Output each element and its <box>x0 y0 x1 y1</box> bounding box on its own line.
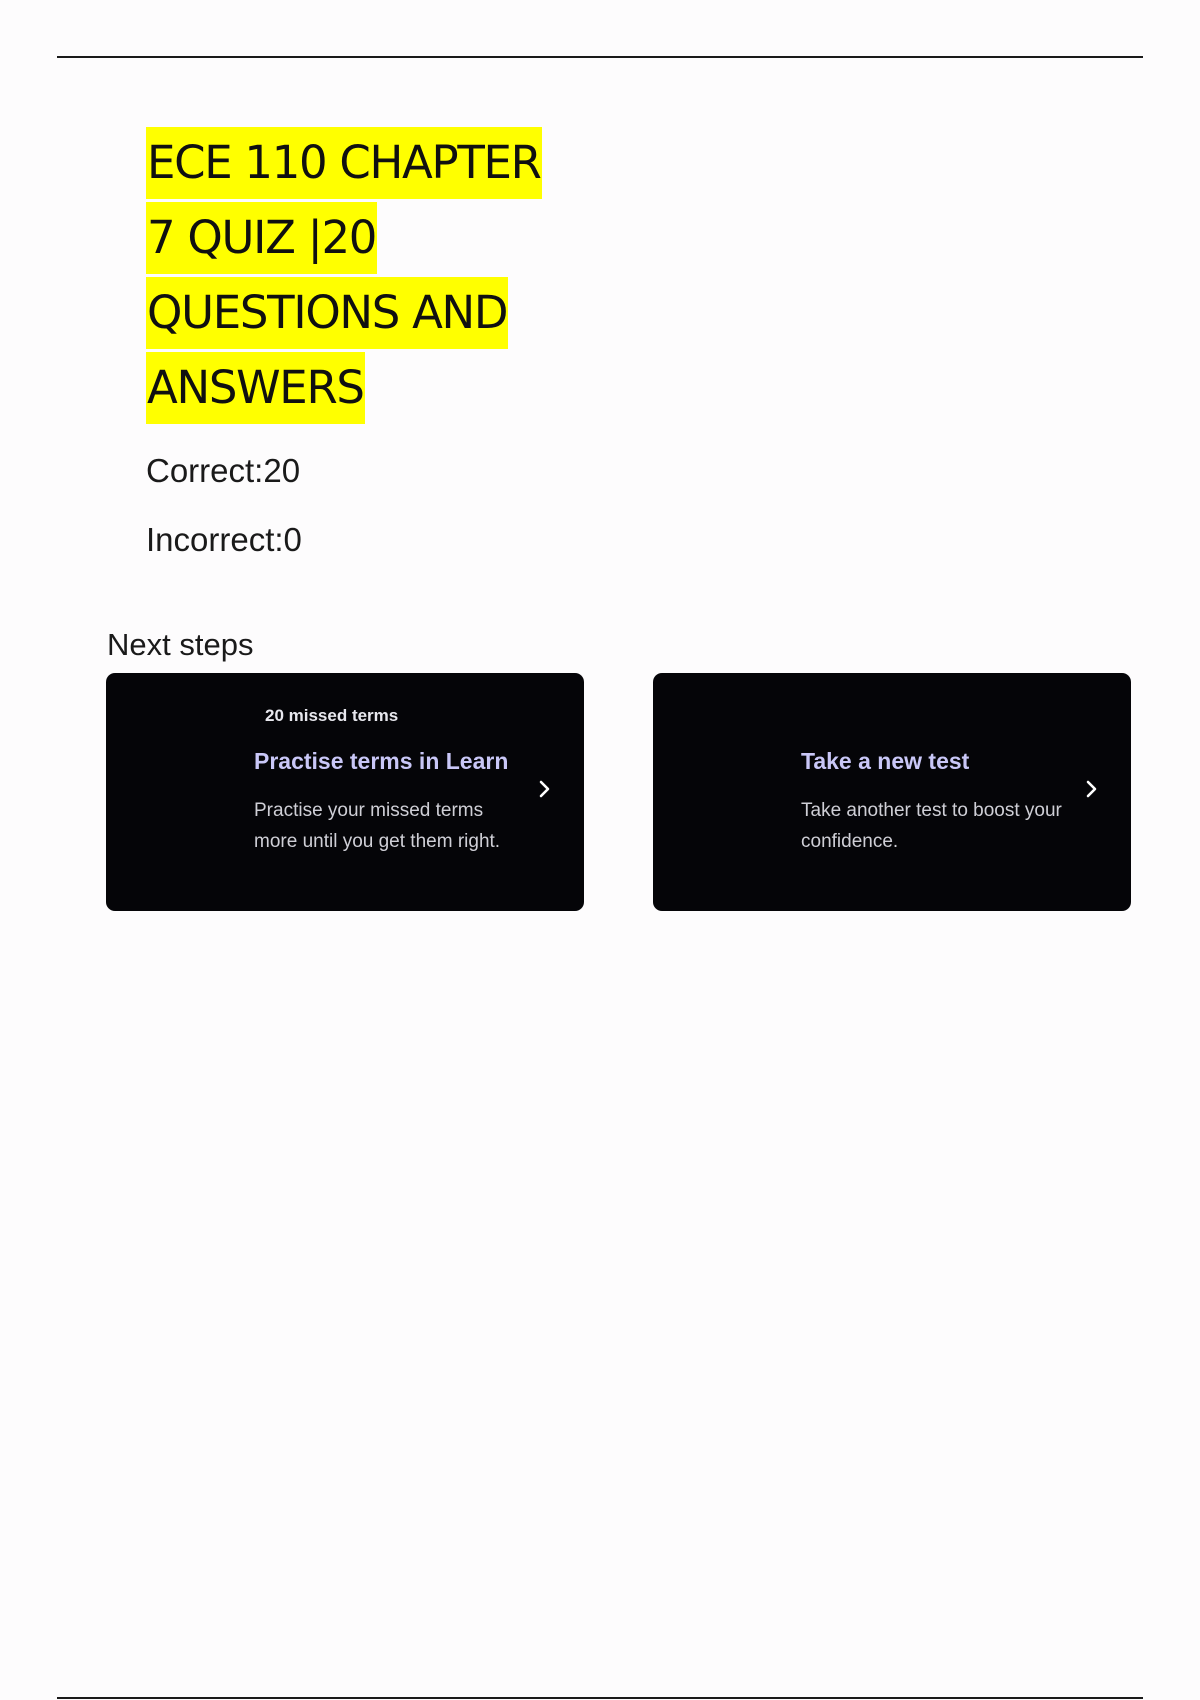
practise-terms-card[interactable] <box>106 673 584 911</box>
document-title <box>146 127 542 427</box>
title-line: ANSWERS <box>146 352 365 424</box>
missed-terms-count: 20 missed terms <box>265 706 399 725</box>
chevron-right-icon[interactable] <box>1085 777 1099 801</box>
new-test-card[interactable] <box>653 673 1131 911</box>
bottom-rule <box>57 1697 1143 1699</box>
card-description: Take another test to boost your confidence. <box>801 800 1062 852</box>
title-line: QUESTIONS AND <box>146 277 508 349</box>
title-line: 7 QUIZ |20 <box>146 202 377 274</box>
card-heading: Practise terms in Learn <box>254 748 509 774</box>
next-steps-heading: Next steps <box>107 627 254 662</box>
correct-count: Correct:20 <box>146 452 301 489</box>
chevron-right-icon[interactable] <box>538 777 552 801</box>
title-line: ECE 110 CHAPTER <box>146 127 542 199</box>
incorrect-count: Incorrect:0 <box>146 521 302 558</box>
card-description: Practise your missed terms more until you get them right. <box>254 800 501 852</box>
top-rule <box>57 56 1143 58</box>
card-heading: Take a new test <box>801 748 970 774</box>
